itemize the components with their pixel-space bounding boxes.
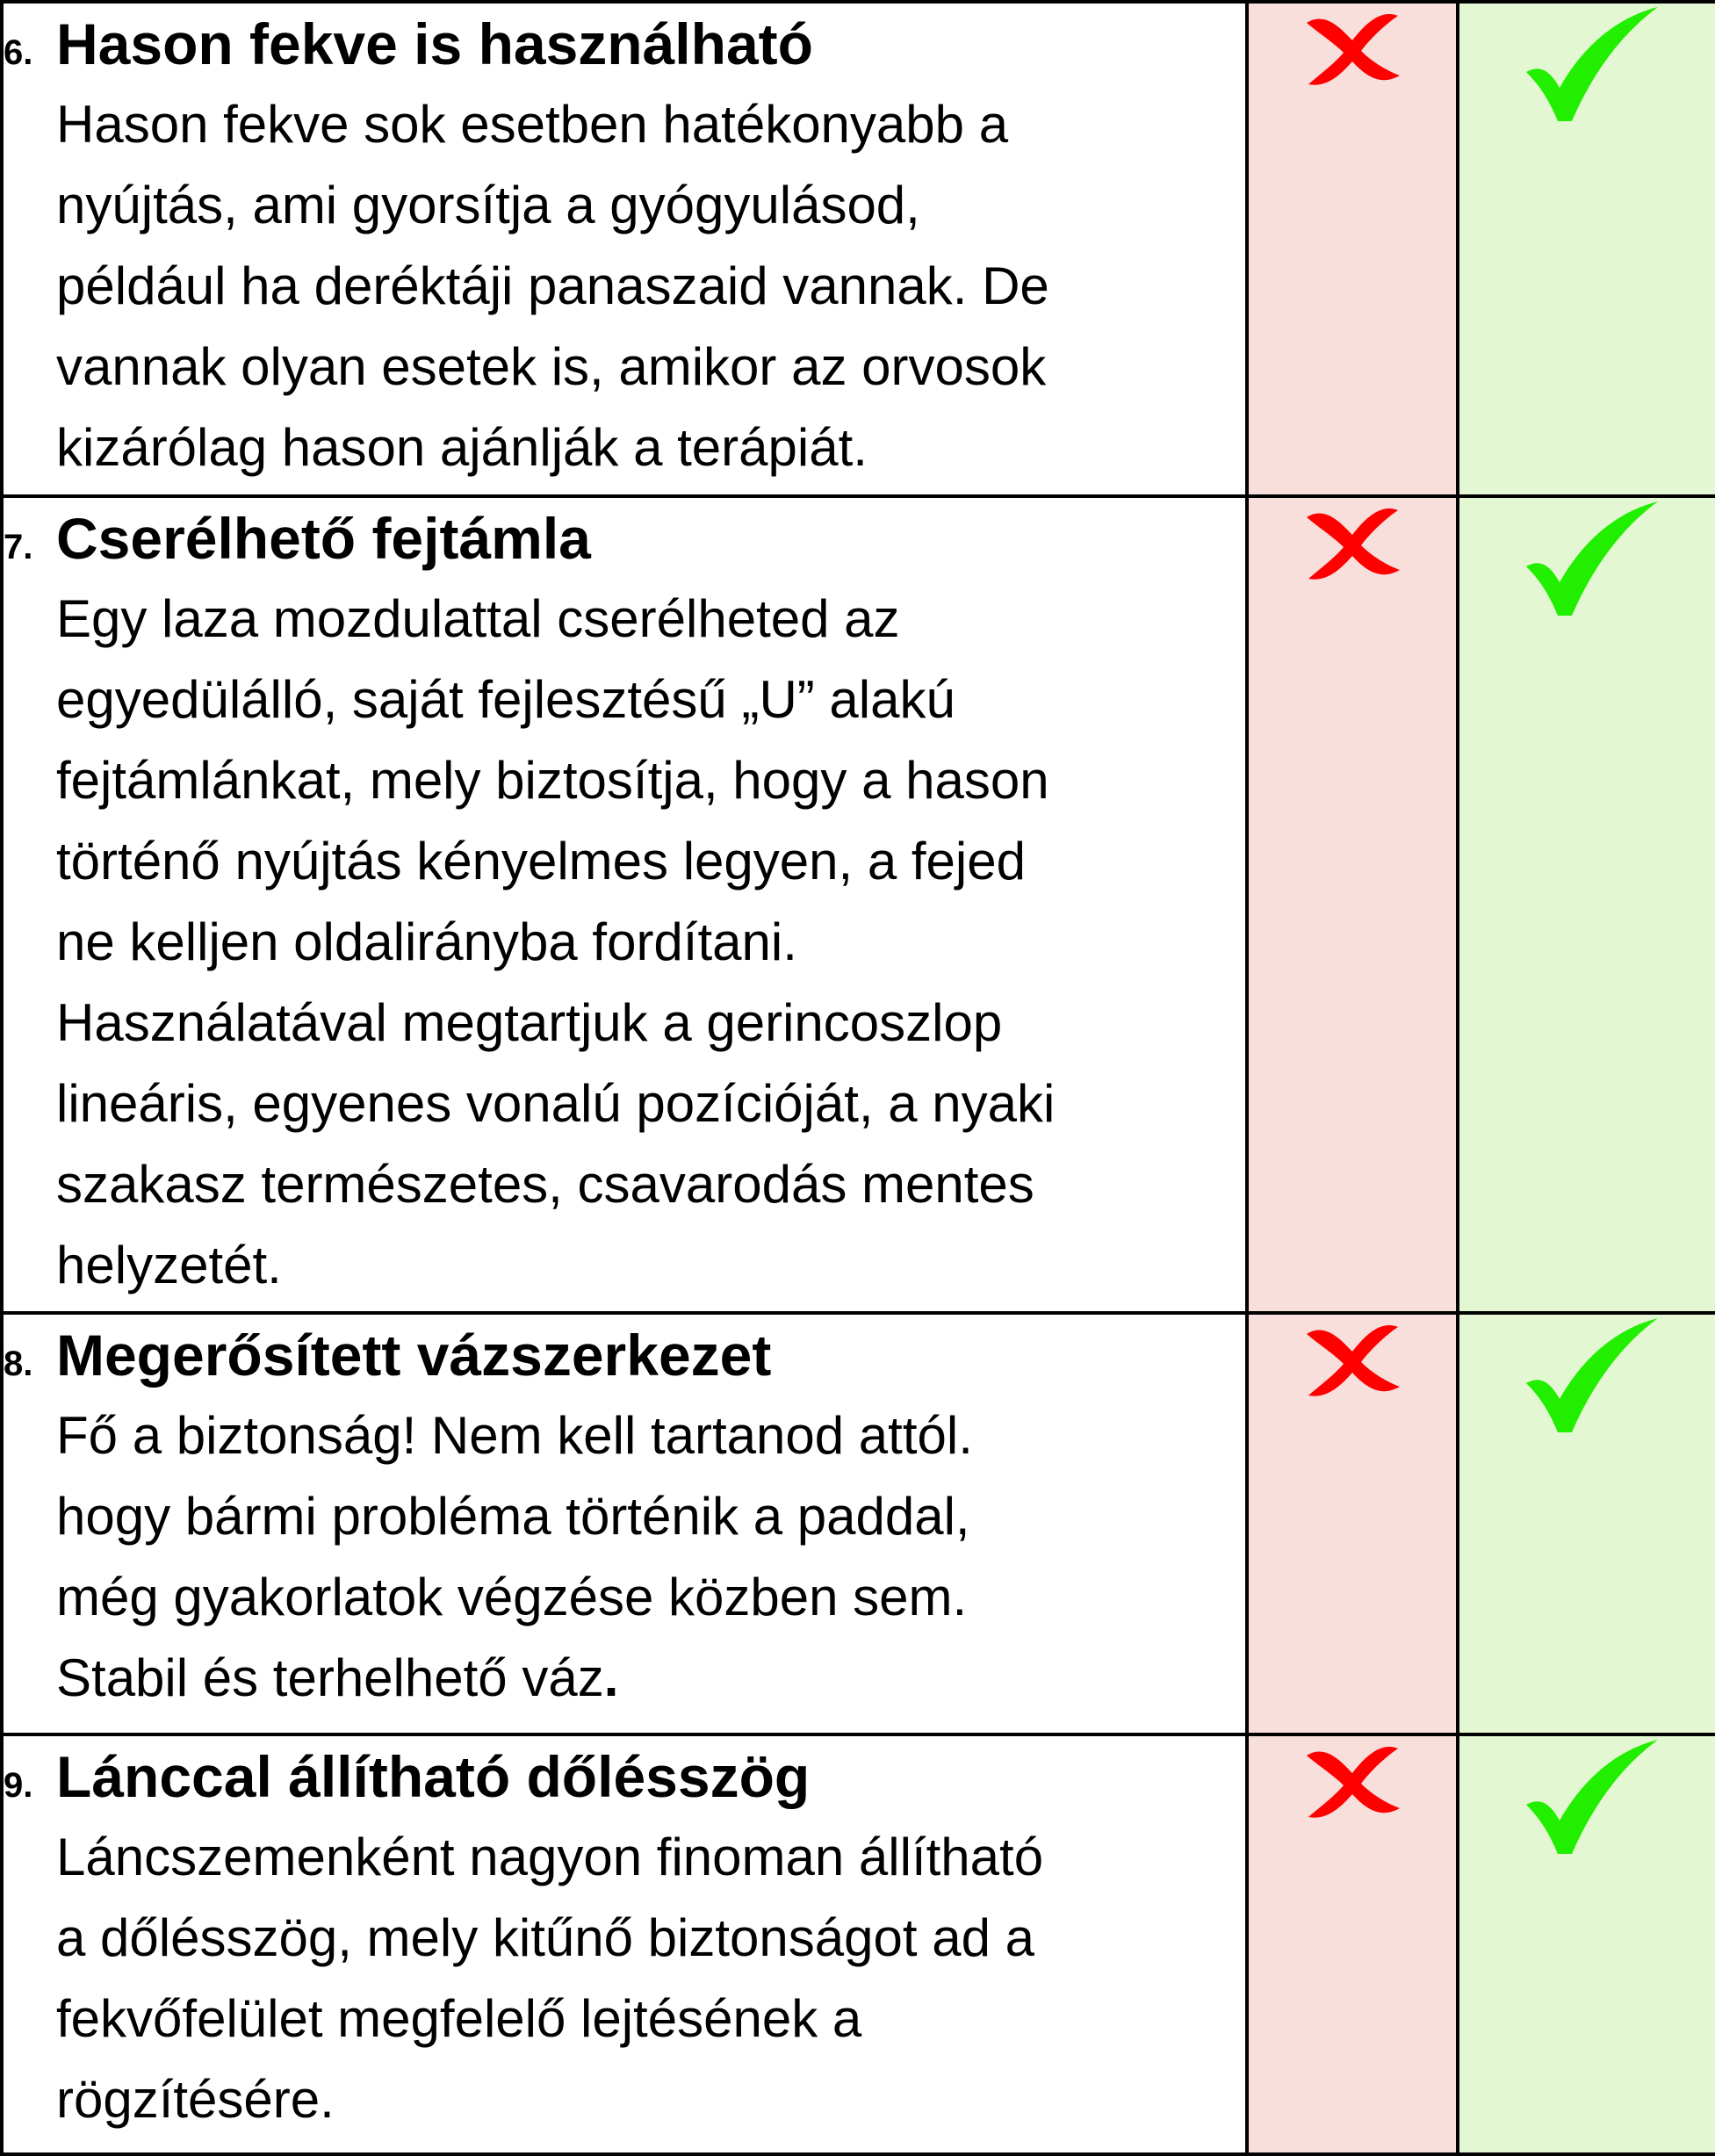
description-line: kizárólag hason ajánlják a terápiát. bbox=[56, 418, 868, 477]
description-text: Stabil és terhelhető váz bbox=[56, 1648, 604, 1707]
yes-column-cell bbox=[1458, 2, 1715, 496]
feature-title: Hason fekve is használható bbox=[56, 11, 813, 76]
feature-title: Lánccal állítható dőlésszög bbox=[56, 1744, 811, 1809]
feature-number: 8. bbox=[4, 1345, 33, 1383]
cross-icon bbox=[1300, 1736, 1405, 1828]
description-line: Egy laza mozdulattal cserélheted az bbox=[56, 589, 900, 648]
feature-heading bbox=[4, 498, 1245, 579]
description-line: a dőlésszög, mely kitűnő biztonságot ad a bbox=[56, 1908, 1035, 1967]
cross-icon bbox=[1300, 498, 1405, 590]
feature-description bbox=[4, 84, 1245, 488]
description-line: helyzetét. bbox=[56, 1236, 282, 1294]
feature-title: Megerősített vázszerkezet bbox=[56, 1323, 772, 1388]
description-line: nyújtás, ami gyorsítja a gyógyulásod, bbox=[56, 176, 920, 234]
feature-heading bbox=[4, 1736, 1245, 1817]
description-line: szakasz természetes, csavarodás mentes bbox=[56, 1155, 1034, 1214]
feature-description bbox=[4, 1395, 1245, 1719]
check-icon bbox=[1521, 498, 1661, 625]
no-column-cell bbox=[1247, 496, 1458, 1313]
no-column-cell bbox=[1247, 1313, 1458, 1734]
feature-description bbox=[4, 579, 1245, 1306]
feature-row bbox=[2, 496, 1715, 1313]
description-line: fejtámlánkat, mely biztosítja, hogy a hason bbox=[56, 751, 1049, 810]
description-line: történő nyújtás kényelmes legyen, a fejed bbox=[56, 832, 1026, 891]
yes-column-cell bbox=[1458, 496, 1715, 1313]
description-line: hogy bármi probléma történik a paddal, bbox=[56, 1487, 970, 1546]
feature-cell bbox=[2, 2, 1247, 496]
feature-cell bbox=[2, 1734, 1247, 2154]
check-icon bbox=[1521, 1736, 1661, 1864]
feature-number: 9. bbox=[4, 1766, 33, 1805]
check-icon bbox=[1521, 1315, 1661, 1442]
feature-number: 6. bbox=[4, 33, 33, 72]
description-line: Használatával megtartjuk a gerincoszlop bbox=[56, 993, 1003, 1052]
feature-description bbox=[4, 1817, 1245, 2140]
feature-cell bbox=[2, 496, 1247, 1313]
description-line: vannak olyan esetek is, amikor az orvosok bbox=[56, 337, 1047, 396]
description-line: egyedülálló, saját fejlesztésű „U” alakú bbox=[56, 670, 955, 729]
description-line: ne kelljen oldalirányba fordítani. bbox=[56, 912, 797, 971]
feature-heading bbox=[4, 4, 1245, 84]
feature-row bbox=[2, 1313, 1715, 1734]
feature-cell bbox=[2, 1313, 1247, 1734]
description-line: még gyakorlatok végzése közben sem. bbox=[56, 1568, 968, 1626]
description-line: fekvőfelület megfelelő lejtésének a bbox=[56, 1989, 862, 2048]
yes-column-cell bbox=[1458, 1313, 1715, 1734]
feature-row bbox=[2, 1734, 1715, 2154]
bold-period: . bbox=[603, 1648, 619, 1707]
description-line: Láncszemenként nagyon finoman állítható bbox=[56, 1828, 1044, 1886]
cross-icon bbox=[1300, 1315, 1405, 1407]
feature-title: Cserélhető fejtámla bbox=[56, 506, 591, 571]
feature-heading bbox=[4, 1315, 1245, 1395]
yes-column-cell bbox=[1458, 1734, 1715, 2154]
description-line: lineáris, egyenes vonalú pozícióját, a nyaki bbox=[56, 1074, 1056, 1133]
description-line: Hason fekve sok esetben hatékonyabb a bbox=[56, 95, 1009, 154]
feature-number: 7. bbox=[4, 528, 33, 566]
description-line-last bbox=[56, 1638, 1245, 1719]
description-line: Fő a biztonság! Nem kell tartanod attól. bbox=[56, 1406, 973, 1465]
no-column-cell bbox=[1247, 1734, 1458, 2154]
no-column-cell bbox=[1247, 2, 1458, 496]
cross-icon bbox=[1300, 4, 1405, 96]
feature-row bbox=[2, 2, 1715, 496]
check-icon bbox=[1521, 4, 1661, 131]
description-line: rögzítésére. bbox=[56, 2070, 335, 2129]
description-line: például ha deréktáji panaszaid vannak. De bbox=[56, 256, 1049, 315]
